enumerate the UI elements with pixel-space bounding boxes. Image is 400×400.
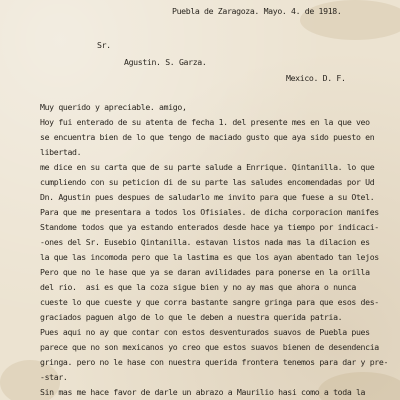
letter-line: del rio. asi es que la coza sigue bien y no ay mas que ahora o nunca	[40, 282, 356, 292]
letter-line: libertad.	[40, 147, 82, 157]
letter-line: Pero que no le hase que ya se daran avilidades para ponerse en la orilla	[40, 267, 370, 277]
letter-line: cumpliendo con su peticion di de su parte las saludes encomendadas por Ud	[40, 177, 375, 187]
letter-line: la que las incomoda pero que la lastima es que los ayan abentado tan lejos	[40, 252, 379, 262]
letter-line: cueste lo que cueste y que corra bastante sangre gringa para que esos des-	[40, 297, 379, 307]
salutation-title: Sr.	[97, 40, 111, 50]
recipient-city: Mexico. D. F.	[286, 73, 346, 83]
letter-line: me dice en su carta que de su parte salude a Enrrique. Qintanilla. lo que	[40, 162, 375, 172]
letter-line: -ones del Sr. Eusebio Qintanilla. estavan listos nada mas la dilacion es	[40, 237, 370, 247]
letter-line: Pues aqui no ay que contar con estos desventurados suavos de Puebla pues	[40, 327, 370, 337]
letter-line: Muy querido y apreciable. amigo,	[40, 102, 187, 112]
letter-line: -star.	[40, 372, 68, 382]
letter-line: Para que me presentara a todos los Ofisiales. de dicha corporacion manifes	[40, 207, 379, 217]
place-and-date: Puebla de Zaragoza. Mayo. 4. de 1918.	[172, 6, 342, 16]
letter-line: Hoy fui enterado de su atenta de fecha 1. del presente mes en la que veo	[40, 117, 370, 127]
letter-line: Sin mas me hace favor de darle un abrazo a Maurilio hasi como a toda la	[40, 387, 366, 397]
letter-line: Standome todos que ya estando enterados desde hace ya tiempo por indicaci-	[40, 222, 379, 232]
letter-line: Dn. Agustin pues despues de saludarlo me invito para que fuese a su Otel.	[40, 192, 375, 202]
letter-body	[40, 100, 388, 400]
letter-line: gringa. pero no le hase con nuestra querida frontera tenemos para dar y pre-	[40, 357, 389, 367]
letter-line: graciados paguen algo de lo que le deben a nuestra querida patria.	[40, 312, 343, 322]
letter-line: parece que no son mexicanos yo creo que estos suavos bienen de desendencia	[40, 342, 379, 352]
recipient-name: Agustin. S. Garza.	[124, 57, 207, 67]
letter-line: se encuentra bien de lo que tengo de maciado gusto que aya sido puesto en	[40, 132, 375, 142]
